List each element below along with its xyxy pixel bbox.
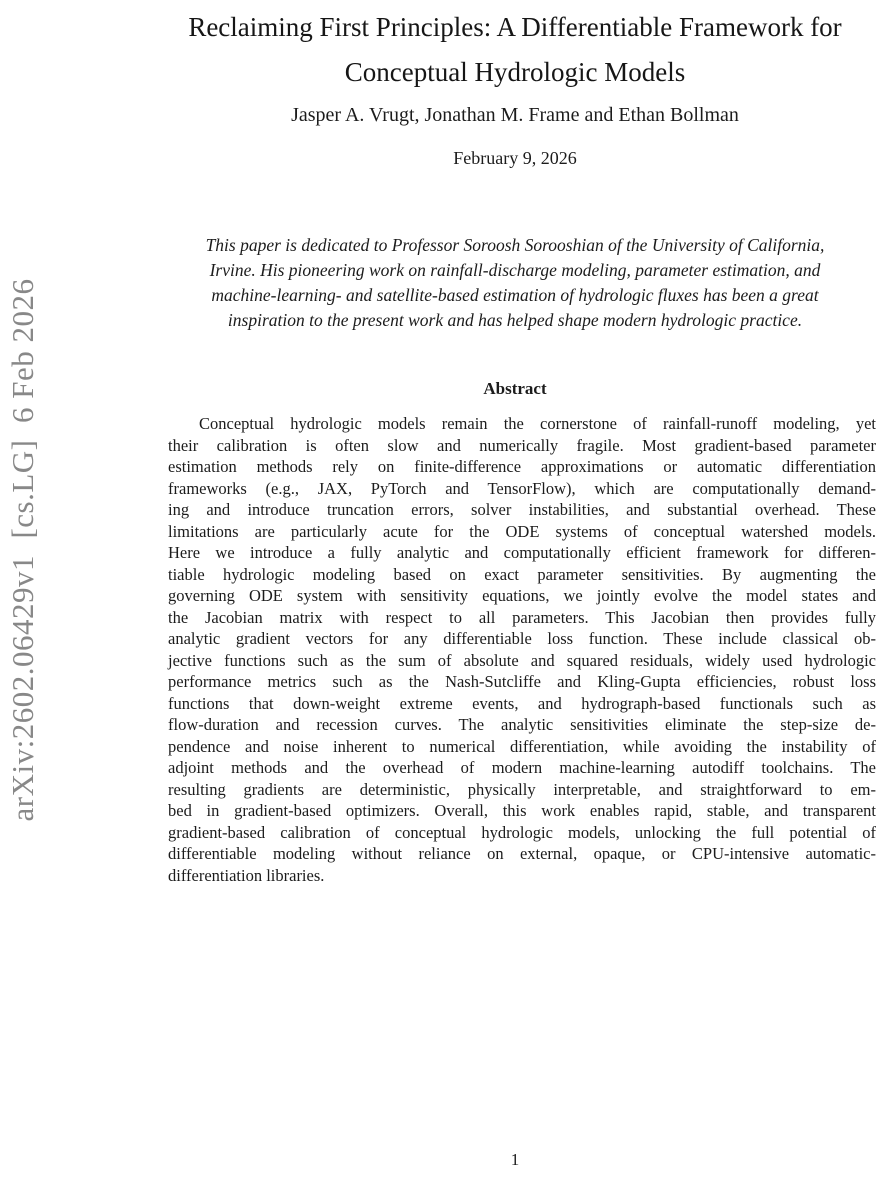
dedication-line: inspiration to the present work and has helped shape modern hydrologic practice. bbox=[227, 310, 803, 330]
paper-date: February 9, 2026 bbox=[453, 148, 577, 168]
abstract-heading: Abstract bbox=[483, 379, 547, 398]
abstract-line: functions that down-weight extreme events, and hydrograph-based functionals such as bbox=[168, 693, 876, 713]
dedication bbox=[141, 233, 889, 333]
abstract-line: governing ODE system with sensitivity equations, we jointly evolve the model states and bbox=[168, 586, 876, 605]
abstract-line: Conceptual hydrologic models remain the cornerstone of rainfall-runoff modeling, yet bbox=[199, 414, 876, 433]
abstract-line: adjoint methods and the overhead of modern machine-learning autodiff toolchains. The bbox=[168, 758, 876, 777]
dedication-line: machine-learning- and satellite-based estimation of hydrologic fluxes has been a great bbox=[211, 285, 819, 305]
abstract-line: pendence and noise inherent to numerical differentiation, while avoiding the instability of bbox=[168, 736, 876, 756]
abstract-line: estimation methods rely on finite-difference approximations or automatic differentiation bbox=[168, 457, 876, 476]
abstract-line: differentiable modeling without reliance on external, opaque, or CPU-intensive automatic- bbox=[168, 844, 876, 863]
abstract-line: bed in gradient-based optimizers. Overall, this work enables rapid, stable, and transparent bbox=[168, 801, 876, 820]
abstract-line: performance metrics such as the Nash-Sutcliffe and Kling-Gupta efficiencies, robust loss bbox=[168, 672, 876, 691]
abstract-line: differentiation libraries. bbox=[168, 865, 325, 885]
paper-title bbox=[141, 5, 889, 95]
abstract-line: ing and introduce truncation errors, solver instabilities, and substantial overhead. These bbox=[168, 500, 876, 519]
abstract-line: Here we introduce a fully analytic and computationally efficient framework for differen- bbox=[168, 543, 876, 562]
abstract-line: tiable hydrologic modeling based on exact parameter sensitivities. By augmenting the bbox=[168, 564, 876, 584]
abstract-line: jective functions such as the sum of absolute and squared residuals, widely used hydrologic bbox=[168, 650, 876, 670]
abstract-line: frameworks (e.g., JAX, PyTorch and TensorFlow), which are computationally demand- bbox=[168, 478, 876, 498]
abstract-line: resulting gradients are deterministic, physically interpretable, and straightforward to em- bbox=[168, 779, 876, 799]
abstract-line: limitations are particularly acute for the ODE systems of conceptual watershed models. bbox=[168, 521, 876, 541]
page-number: 1 bbox=[510, 1150, 520, 1169]
abstract-body bbox=[168, 413, 876, 886]
abstract-line: flow-duration and recession curves. The analytic sensitivities eliminate the step-size de- bbox=[168, 715, 876, 734]
arxiv-stamp: arXiv:2602.06429v1 [cs.LG] 6 Feb 2026 bbox=[5, 278, 40, 822]
abstract-line: analytic gradient vectors for any differentiable loss function. These include classical ob- bbox=[168, 629, 876, 648]
dedication-line: Irvine. His pioneering work on rainfall-discharge modeling, parameter estimation, and bbox=[209, 260, 821, 280]
abstract-line: their calibration is often slow and numerically fragile. Most gradient-based parameter bbox=[168, 435, 876, 455]
paper-title-line: Reclaiming First Principles: A Differentiable Framework for bbox=[188, 12, 842, 42]
abstract-line: the Jacobian matrix with respect to all parameters. This Jacobian then provides fully bbox=[168, 607, 876, 627]
abstract-line: gradient-based calibration of conceptual hydrologic models, unlocking the full potential of bbox=[168, 822, 876, 842]
page-body bbox=[141, 0, 889, 1200]
paper-title-line: Conceptual Hydrologic Models bbox=[344, 57, 686, 87]
authors-line: Jasper A. Vrugt, Jonathan M. Frame and Ethan Bollman bbox=[291, 104, 739, 126]
dedication-line: This paper is dedicated to Professor Soroosh Sorooshian of the University of California, bbox=[205, 235, 825, 255]
